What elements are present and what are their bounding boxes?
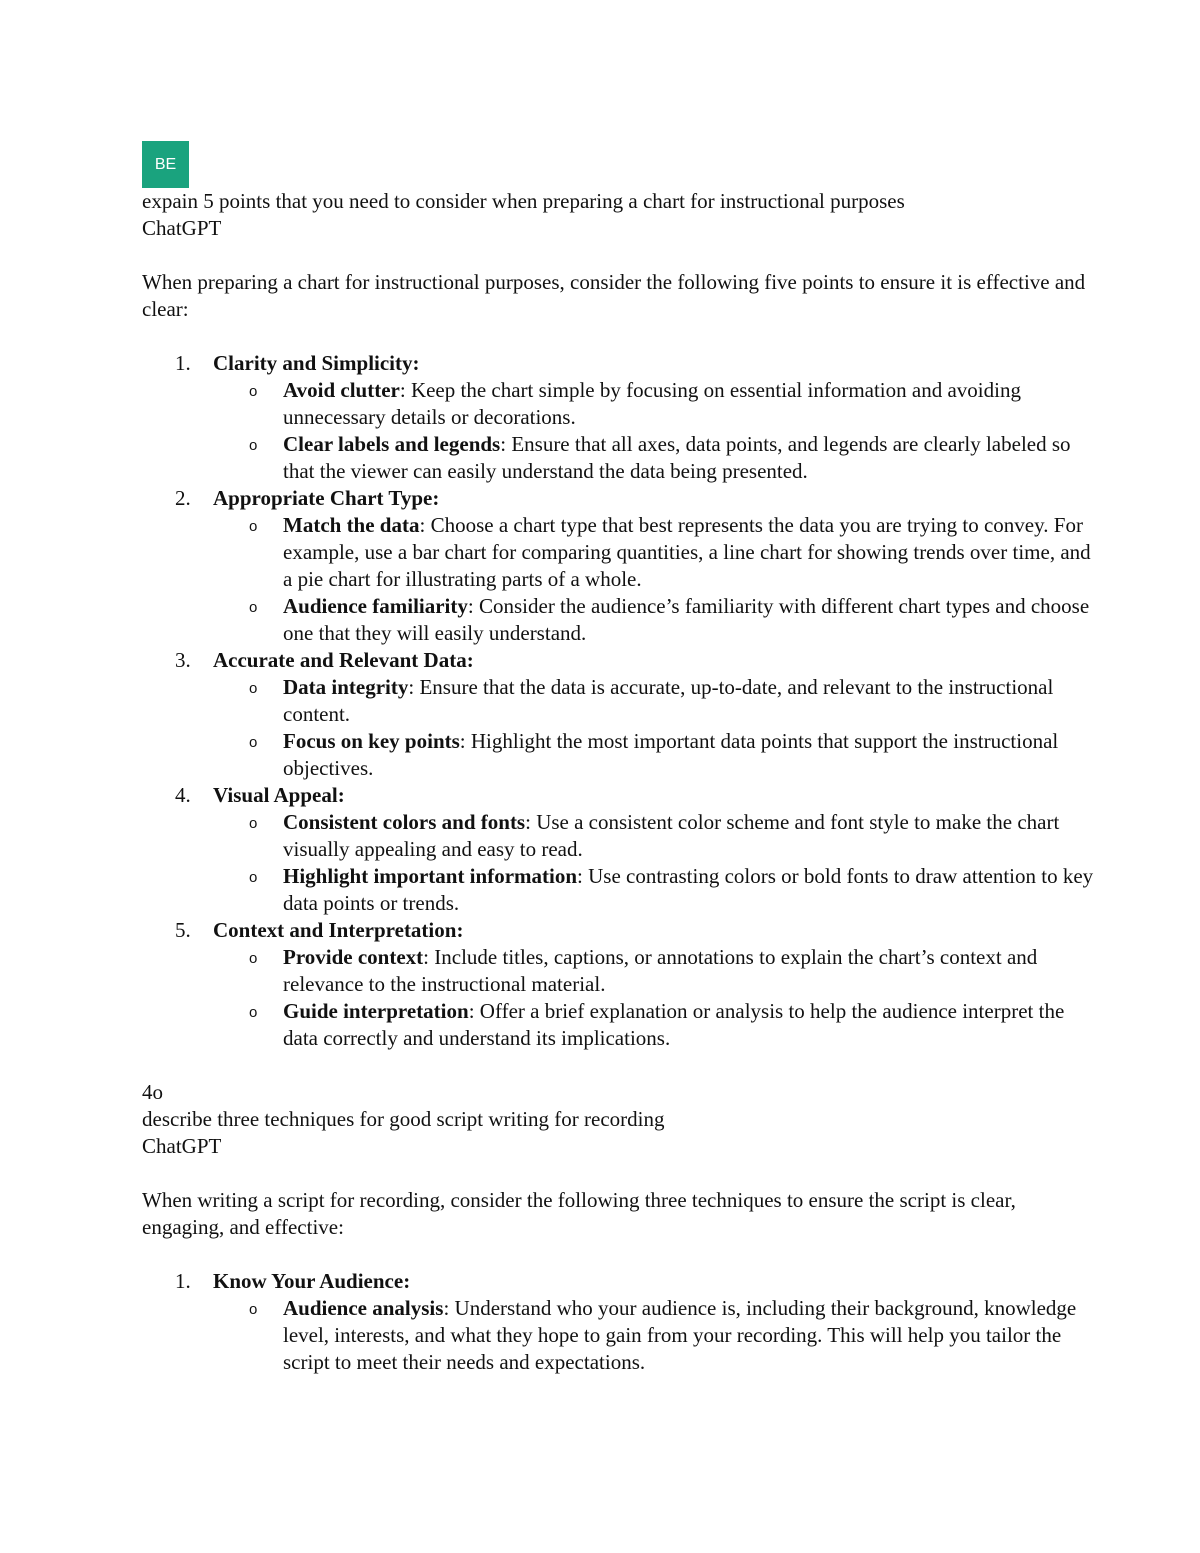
point-text: Include titles, captions, or annotations to explain the chart’s context and relevance to the instructional material. bbox=[283, 945, 1038, 996]
numbered-list-2 bbox=[142, 1268, 1102, 1376]
point-text: Understand who your audience is, including their background, knowledge level, interests, and what they hope to gain from your recording. This will help you tailor the script to meet their needs and expectations. bbox=[283, 1296, 1077, 1374]
point-bold: Audience analysis bbox=[283, 1296, 444, 1320]
point-bold: Highlight important information bbox=[283, 864, 578, 888]
bullet-icon: o bbox=[249, 815, 258, 832]
point-bold: Match the data bbox=[283, 513, 420, 537]
bullet-icon: o bbox=[249, 1004, 258, 1021]
bullet-icon: o bbox=[249, 437, 258, 454]
point-bold: Clear labels and legends bbox=[283, 432, 501, 456]
list-item-title: Appropriate Chart Type bbox=[213, 486, 433, 510]
point-text: Use a consistent color scheme and font style to make the chart visually appealing and easy to read. bbox=[283, 810, 1060, 861]
bullet-icon: o bbox=[249, 518, 258, 535]
sub-list bbox=[213, 1295, 1102, 1376]
point-text: Ensure that the data is accurate, up-to-date, and relevant to the instructional content. bbox=[283, 675, 1054, 726]
list-number: 1. bbox=[175, 1269, 191, 1293]
point-text: Consider the audience’s familiarity with different chart types and choose one that they will easily understand. bbox=[283, 594, 1090, 645]
list-item: 5. Context and Interpretation: o Provide context: Include titles, captions, or annotations to explain the chart’s context and relevance to the instructional material. o Guide interpretation: Offer a brief explanation or analysis to help the audience interpret the data correctly and understand its implications. bbox=[142, 917, 1102, 1052]
list-item: 3. Accurate and Relevant Data: o Data integrity: Ensure that the data is accurate, up-to-date, and relevant to the instructional content. o Focus on key points: Highlight the most important data points that support the instructional objectives. bbox=[142, 647, 1102, 782]
point-bold: Avoid clutter bbox=[283, 378, 400, 402]
sub-list-item: o Audience familiarity: Consider the audience’s familiarity with different chart types and choose one that they will easily understand. bbox=[249, 594, 1090, 645]
bullet-icon: o bbox=[249, 383, 258, 400]
point-bold: Provide context bbox=[283, 945, 424, 969]
list-number: 3. bbox=[175, 648, 191, 672]
list-item-title: Accurate and Relevant Data bbox=[213, 648, 467, 672]
list-number: 4. bbox=[175, 783, 191, 807]
speaker-label-2: ChatGPT bbox=[142, 1134, 222, 1158]
point-bold: Data integrity bbox=[283, 675, 409, 699]
user-avatar bbox=[142, 141, 189, 188]
bullet-icon: o bbox=[249, 869, 258, 886]
user-prompt-1: expain 5 points that you need to consider when preparing a chart for instructional purposes bbox=[142, 189, 905, 213]
sub-list bbox=[213, 377, 1102, 485]
point-text: Keep the chart simple by focusing on essential information and avoiding unnecessary details or decorations. bbox=[283, 378, 1021, 429]
bullet-icon: o bbox=[249, 680, 258, 697]
list-item-title: Visual Appeal bbox=[213, 783, 338, 807]
sub-list bbox=[213, 809, 1102, 917]
sub-list-item: o Clear labels and legends: Ensure that all axes, data points, and legends are clearly labeled so that the viewer can easily understand the data being presented. bbox=[249, 432, 1071, 483]
list-item-title: Clarity and Simplicity bbox=[213, 351, 413, 375]
sub-list bbox=[213, 944, 1102, 1052]
sub-list-item: o Focus on key points: Highlight the most important data points that support the instructional objectives. bbox=[249, 729, 1059, 780]
bullet-icon: o bbox=[249, 950, 258, 967]
sub-list bbox=[213, 674, 1102, 782]
list-item-title: Context and Interpretation bbox=[213, 918, 457, 942]
response-intro-2: When writing a script for recording, consider the following three techniques to ensure the script is clear, engaging, and effective: bbox=[142, 1188, 1016, 1239]
numbered-list-1 bbox=[142, 350, 1102, 1052]
document-page bbox=[142, 141, 1102, 1376]
speaker-label-1: ChatGPT bbox=[142, 216, 222, 240]
point-text: Offer a brief explanation or analysis to help the audience interpret the data correctly and understand its implications. bbox=[283, 999, 1065, 1050]
point-text: Use contrasting colors or bold fonts to draw attention to key data points or trends. bbox=[283, 864, 1094, 915]
model-label: 4o bbox=[142, 1080, 163, 1104]
sub-list bbox=[213, 512, 1102, 647]
point-bold: Guide interpretation bbox=[283, 999, 469, 1023]
point-text: Choose a chart type that best represents the data you are trying to convey. For example, use a bar chart for comparing quantities, a line chart for showing trends over time, and a pie chart for illustrating parts of a whole. bbox=[283, 513, 1091, 591]
list-item-title: Know Your Audience bbox=[213, 1269, 404, 1293]
sub-list-item: o Match the data: Choose a chart type that best represents the data you are trying to convey. For example, use a bar chart for comparing quantities, a line chart for showing trends over time, and a pie chart for illustrating parts of a whole. bbox=[249, 513, 1091, 591]
sub-list-item: o Avoid clutter: Keep the chart simple by focusing on essential information and avoiding unnecessary details or decorations. bbox=[249, 378, 1021, 429]
sub-list-item: o Provide context: Include titles, captions, or annotations to explain the chart’s context and relevance to the instructional material. bbox=[249, 945, 1038, 996]
list-item: 4. Visual Appeal: o Consistent colors and fonts: Use a consistent color scheme and font style to make the chart visually appealing and easy to read. o Highlight important information: Use contrasting colors or bold fonts to draw attention to key data points or trends. bbox=[142, 782, 1102, 917]
list-number: 1. bbox=[175, 351, 191, 375]
list-item: 1. Clarity and Simplicity: o Avoid clutter: Keep the chart simple by focusing on essential information and avoiding unnecessary details or decorations. o Clear labels and legends: Ensure that all axes, data points, and legends are clearly labeled so that the viewer can easily understand the data being presented. bbox=[142, 350, 1102, 485]
bullet-icon: o bbox=[249, 1301, 258, 1318]
point-text: Ensure that all axes, data points, and legends are clearly labeled so that the viewer can easily understand the data being presented. bbox=[283, 432, 1071, 483]
user-prompt-2: describe three techniques for good script writing for recording bbox=[142, 1107, 665, 1131]
point-bold: Consistent colors and fonts bbox=[283, 810, 526, 834]
list-number: 2. bbox=[175, 486, 191, 510]
point-text: Highlight the most important data points that support the instructional objectives. bbox=[283, 729, 1059, 780]
sub-list-item: o Audience analysis: Understand who your audience is, including their background, knowledge level, interests, and what they hope to gain from your recording. This will help you tailor the script to meet their needs and expectations. bbox=[249, 1296, 1077, 1374]
response-intro-1: When preparing a chart for instructional purposes, consider the following five points to ensure it is effective and clear: bbox=[142, 270, 1086, 321]
avatar-initials: BE bbox=[154, 156, 177, 173]
sub-list-item: o Highlight important information: Use contrasting colors or bold fonts to draw attention to key data points or trends. bbox=[249, 864, 1094, 915]
point-bold: Audience familiarity bbox=[283, 594, 468, 618]
point-bold: Focus on key points bbox=[283, 729, 460, 753]
bullet-icon: o bbox=[249, 599, 258, 616]
sub-list-item: o Guide interpretation: Offer a brief explanation or analysis to help the audience interpret the data correctly and understand its implications. bbox=[249, 999, 1065, 1050]
bullet-icon: o bbox=[249, 734, 258, 751]
list-item: 1. Know Your Audience: o Audience analysis: Understand who your audience is, including their background, knowledge level, interests, and what they hope to gain from your recording. This will help you tailor the script to meet their needs and expectations. bbox=[142, 1268, 1102, 1376]
sub-list-item: o Consistent colors and fonts: Use a consistent color scheme and font style to make the chart visually appealing and easy to read. bbox=[249, 810, 1060, 861]
list-number: 5. bbox=[175, 918, 191, 942]
list-item: 2. Appropriate Chart Type: o Match the data: Choose a chart type that best represents the data you are trying to convey. For example, use a bar chart for comparing quantities, a line chart for showing trends over time, and a pie chart for illustrating parts of a whole. o Audience familiarity: Consider the audience’s familiarity with different chart types and choose one that they will easily understand. bbox=[142, 485, 1102, 647]
sub-list-item: o Data integrity: Ensure that the data is accurate, up-to-date, and relevant to the instructional content. bbox=[249, 675, 1054, 726]
